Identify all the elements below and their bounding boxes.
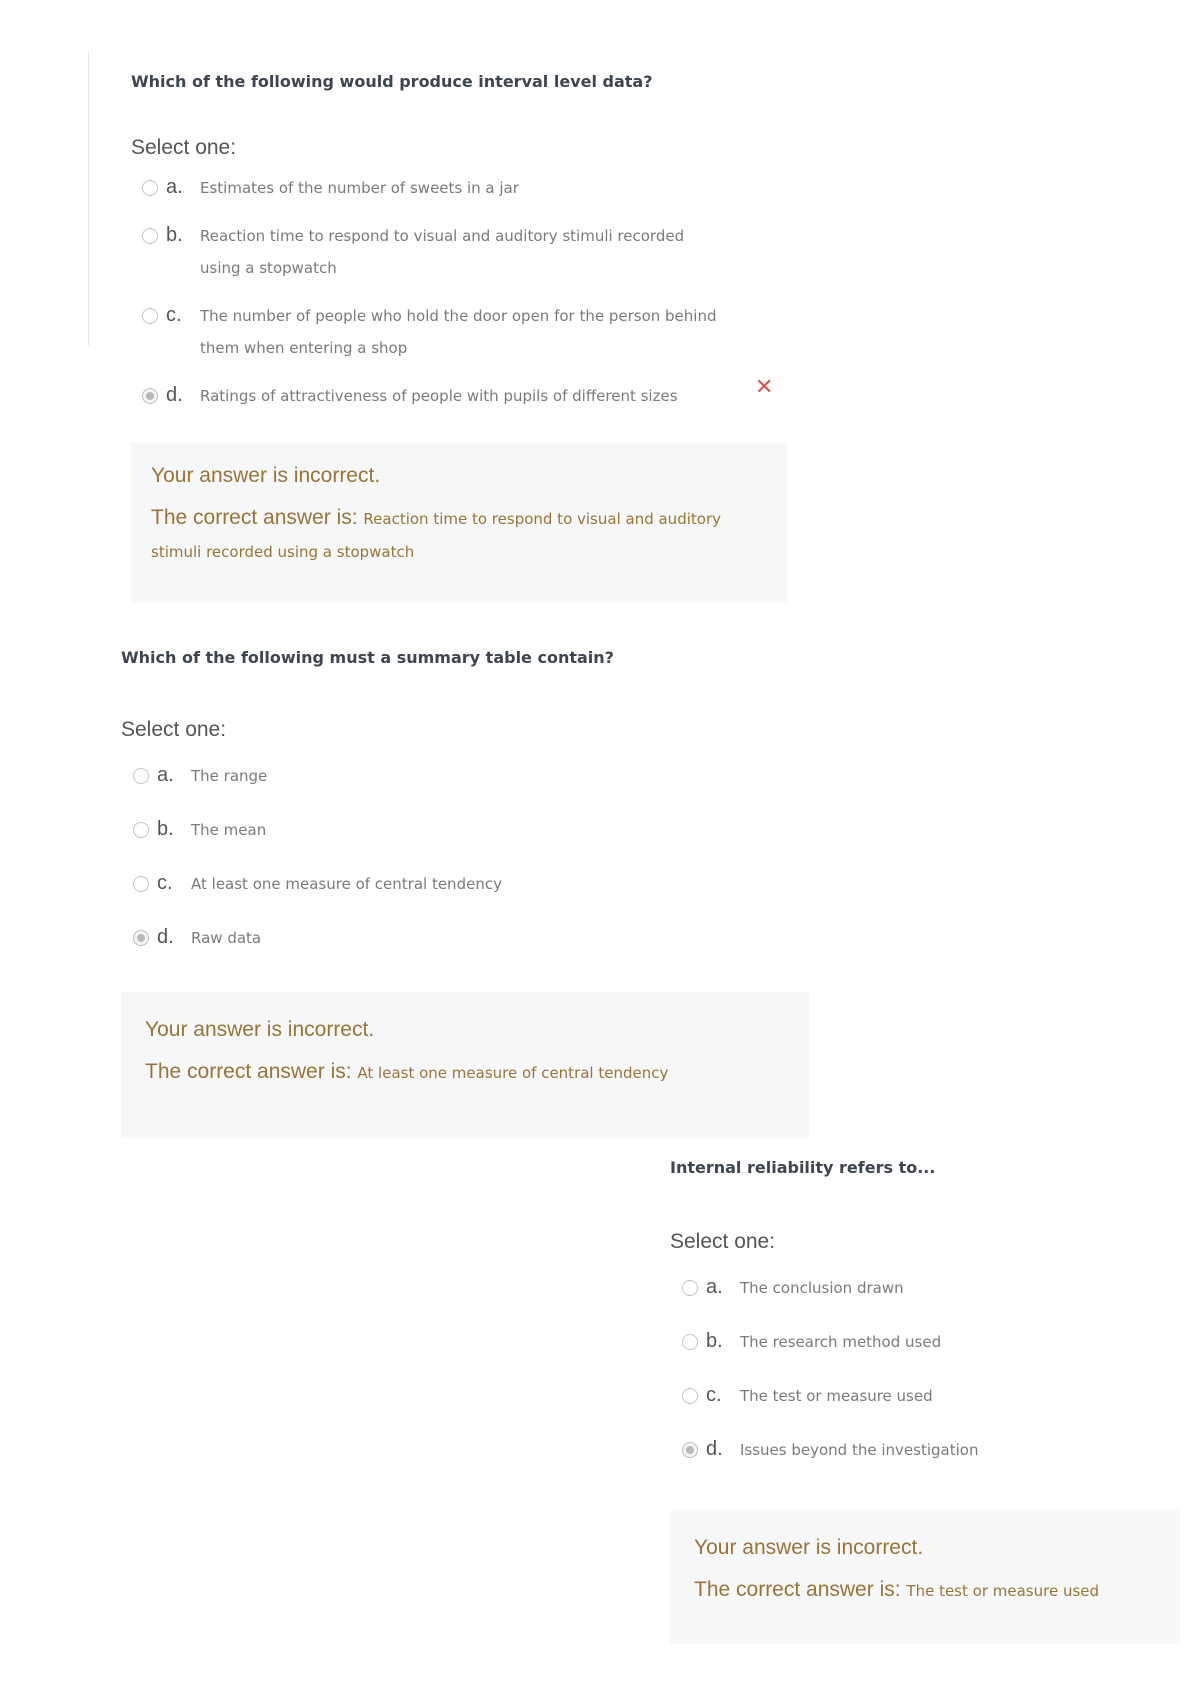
feedback-correct-answer: Reaction time to respond to visual and auditory stimuli recorded using a stopwatch — [151, 510, 721, 561]
question-1-feedback — [131, 442, 787, 602]
incorrect-x-icon: ✕ — [755, 374, 774, 399]
radio-button[interactable] — [142, 180, 158, 196]
radio-button[interactable] — [133, 768, 149, 784]
question-1-option-d[interactable] — [142, 384, 782, 412]
question-1-option-c[interactable] — [142, 304, 732, 364]
option-text: Estimates of the number of sweets in a jar — [200, 179, 519, 197]
feedback-correct — [694, 1574, 1156, 1607]
option-text: The range — [191, 767, 268, 785]
radio-button-selected[interactable] — [133, 930, 149, 946]
feedback-correct — [145, 1056, 785, 1089]
question-3-option-c[interactable] — [682, 1384, 1162, 1412]
feedback-correct-label: The correct answer is: — [145, 1060, 358, 1083]
option-letter: d. — [157, 926, 174, 948]
question-3-option-b[interactable] — [682, 1330, 1162, 1358]
feedback-status: Your answer is incorrect. — [145, 1018, 375, 1041]
feedback-correct-answer: At least one measure of central tendency — [357, 1064, 669, 1082]
radio-button-selected[interactable] — [142, 388, 158, 404]
option-letter: d. — [166, 384, 183, 406]
option-text: The test or measure used — [740, 1387, 933, 1405]
option-letter: d. — [706, 1438, 723, 1460]
option-letter: b. — [166, 224, 183, 246]
question-3-text: Internal reliability refers to... — [670, 1158, 936, 1177]
question-1-text: Which of the following would produce interval level data? — [131, 72, 653, 91]
option-text: The conclusion drawn — [740, 1279, 904, 1297]
option-text: Raw data — [191, 929, 262, 947]
feedback-correct — [151, 502, 767, 568]
radio-button[interactable] — [142, 228, 158, 244]
option-text: The mean — [191, 821, 267, 839]
option-letter: b. — [706, 1330, 723, 1352]
option-text: At least one measure of central tendency — [191, 875, 502, 893]
option-letter: b. — [157, 818, 174, 840]
option-letter: a. — [157, 764, 174, 786]
radio-button-selected[interactable] — [682, 1442, 698, 1458]
option-letter: c. — [157, 872, 173, 894]
question-3-prompt: Select one: — [670, 1230, 776, 1253]
question-2-option-c[interactable] — [133, 872, 733, 900]
question-3 — [670, 1158, 1190, 1658]
option-text: The research method used — [740, 1333, 942, 1351]
option-text: Issues beyond the investigation — [740, 1441, 979, 1459]
question-3-feedback — [670, 1510, 1180, 1644]
question-1 — [131, 72, 791, 612]
option-letter: c. — [706, 1384, 722, 1406]
question-2-option-b[interactable] — [133, 818, 733, 846]
feedback-correct-answer: The test or measure used — [906, 1582, 1100, 1600]
option-letter: a. — [706, 1276, 723, 1298]
radio-button[interactable] — [682, 1280, 698, 1296]
radio-button[interactable] — [142, 308, 158, 324]
question-2-feedback — [121, 992, 809, 1138]
radio-button[interactable] — [682, 1334, 698, 1350]
option-text: Ratings of attractiveness of people with pupils of different sizes — [200, 387, 678, 405]
question-2-text: Which of the following must a summary table contain? — [121, 648, 614, 667]
option-letter: a. — [166, 176, 183, 198]
question-2-prompt: Select one: — [121, 718, 227, 741]
radio-button[interactable] — [682, 1388, 698, 1404]
radio-button[interactable] — [133, 876, 149, 892]
question-3-option-a[interactable] — [682, 1276, 1162, 1304]
question-1-prompt: Select one: — [131, 136, 237, 159]
question-left-rule — [88, 52, 89, 346]
radio-button[interactable] — [133, 822, 149, 838]
question-1-option-a[interactable] — [142, 176, 782, 204]
question-2-option-a[interactable] — [133, 764, 733, 792]
feedback-status: Your answer is incorrect. — [694, 1536, 924, 1559]
question-3-option-d[interactable] — [682, 1438, 1162, 1466]
option-text: The number of people who hold the door open for the person behind them when entering a shop — [200, 307, 717, 357]
option-text: Reaction time to respond to visual and auditory stimuli recorded using a stopwatch — [200, 227, 685, 277]
option-letter: c. — [166, 304, 182, 326]
question-2 — [121, 648, 821, 1148]
feedback-correct-label: The correct answer is: — [151, 506, 364, 529]
feedback-status: Your answer is incorrect. — [151, 464, 381, 487]
feedback-correct-label: The correct answer is: — [694, 1578, 907, 1601]
question-1-option-b[interactable] — [142, 224, 712, 284]
question-2-option-d[interactable] — [133, 926, 733, 954]
